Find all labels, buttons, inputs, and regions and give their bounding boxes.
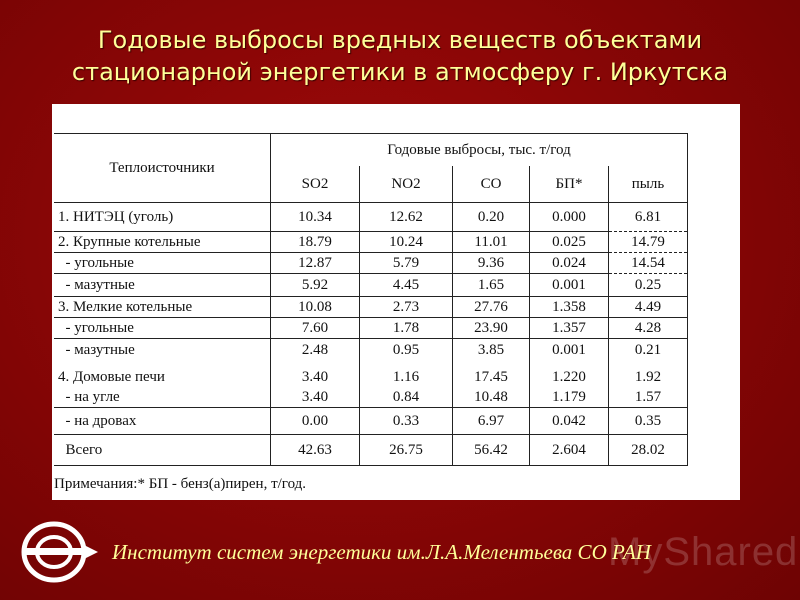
table-row — [54, 253, 688, 274]
cell-dust: 1.92 — [609, 361, 688, 387]
cell-no2: 1.16 — [360, 361, 453, 387]
table-row — [54, 339, 688, 362]
cell-co: 23.90 — [453, 318, 530, 339]
table-row — [54, 274, 688, 297]
cell-so2: 7.60 — [271, 318, 360, 339]
row-label: - угольные — [54, 318, 271, 339]
title-line-1: Годовые выбросы вредных веществ объектами — [97, 26, 703, 54]
cell-bp: 0.024 — [530, 253, 609, 274]
cell-so2: 18.79 — [271, 232, 360, 253]
cell-bp: 1.220 — [530, 361, 609, 387]
table-footnote: Примечания:* БП - бенз(а)пирен, т/год. — [54, 476, 307, 492]
cell-co: 9.36 — [453, 253, 530, 274]
row-label: - мазутные — [54, 339, 271, 362]
row-label: - на дровах — [54, 408, 271, 435]
row-label: - на угле — [54, 387, 271, 408]
watermark: MyShared — [608, 530, 799, 574]
header-bp: БП* — [530, 166, 609, 203]
cell-dust: 0.21 — [609, 339, 688, 362]
slide-title — [0, 24, 800, 88]
cell-so2: 2.48 — [271, 339, 360, 362]
cell-bp: 0.042 — [530, 408, 609, 435]
cell-bp: 2.604 — [530, 435, 609, 466]
table-row — [54, 318, 688, 339]
cell-co: 3.85 — [453, 339, 530, 362]
cell-so2: 5.92 — [271, 274, 360, 297]
row-label: 1. НИТЭЦ (уголь) — [54, 203, 271, 232]
cell-co: 17.45 — [453, 361, 530, 387]
cell-bp: 0.025 — [530, 232, 609, 253]
cell-no2: 0.95 — [360, 339, 453, 362]
header-dust: пыль — [609, 166, 688, 203]
header-no2: NO2 — [360, 166, 453, 203]
table-row — [54, 361, 688, 387]
cell-dust: 6.81 — [609, 203, 688, 232]
cell-dust: 0.35 — [609, 408, 688, 435]
cell-so2: 10.34 — [271, 203, 360, 232]
cell-dust: 1.57 — [609, 387, 688, 408]
cell-so2: 0.00 — [271, 408, 360, 435]
cell-so2: 3.40 — [271, 387, 360, 408]
cell-co: 11.01 — [453, 232, 530, 253]
table-row — [54, 203, 688, 232]
cell-co: 10.48 — [453, 387, 530, 408]
cell-bp: 0.000 — [530, 203, 609, 232]
cell-no2: 0.33 — [360, 408, 453, 435]
cell-bp: 1.357 — [530, 318, 609, 339]
cell-bp: 0.001 — [530, 274, 609, 297]
table-row — [54, 408, 688, 435]
table-row — [54, 297, 688, 318]
row-label: Всего — [54, 435, 271, 466]
cell-dust: 28.02 — [609, 435, 688, 466]
cell-co: 27.76 — [453, 297, 530, 318]
cell-no2: 10.24 — [360, 232, 453, 253]
table-row-total — [54, 435, 688, 466]
cell-dust: 0.25 — [609, 274, 688, 297]
cell-so2: 42.63 — [271, 435, 360, 466]
cell-no2: 5.79 — [360, 253, 453, 274]
header-so2: SO2 — [271, 166, 360, 203]
title-line-2: стационарной энергетики в атмосферу г. Иркутска — [71, 58, 729, 86]
cell-bp: 1.358 — [530, 297, 609, 318]
header-emissions-group: Годовые выбросы, тыс. т/год — [271, 134, 688, 167]
emissions-table — [54, 133, 688, 466]
header-sources: Теплоисточники — [54, 134, 271, 203]
cell-dust: 14.54 — [609, 253, 688, 274]
cell-no2: 26.75 — [360, 435, 453, 466]
cell-no2: 1.78 — [360, 318, 453, 339]
institute-logo-icon — [20, 520, 104, 584]
cell-bp: 0.001 — [530, 339, 609, 362]
cell-so2: 3.40 — [271, 361, 360, 387]
cell-no2: 2.73 — [360, 297, 453, 318]
row-label: - угольные — [54, 253, 271, 274]
cell-so2: 10.08 — [271, 297, 360, 318]
cell-co: 56.42 — [453, 435, 530, 466]
cell-dust: 14.79 — [609, 232, 688, 253]
cell-co: 1.65 — [453, 274, 530, 297]
emissions-table-panel — [52, 104, 740, 500]
cell-bp: 1.179 — [530, 387, 609, 408]
row-label: - мазутные — [54, 274, 271, 297]
table-row — [54, 232, 688, 253]
table-row — [54, 387, 688, 408]
cell-dust: 4.28 — [609, 318, 688, 339]
row-label: 3. Мелкие котельные — [54, 297, 271, 318]
cell-co: 6.97 — [453, 408, 530, 435]
cell-no2: 4.45 — [360, 274, 453, 297]
cell-so2: 12.87 — [271, 253, 360, 274]
cell-co: 0.20 — [453, 203, 530, 232]
cell-no2: 12.62 — [360, 203, 453, 232]
row-label: 4. Домовые печи — [54, 361, 271, 387]
header-co: CO — [453, 166, 530, 203]
footer-institute-name: Институт систем энергетики им.Л.А.Мелентьева СО РАН — [112, 540, 651, 564]
cell-no2: 0.84 — [360, 387, 453, 408]
row-label: 2. Крупные котельные — [54, 232, 271, 253]
cell-dust: 4.49 — [609, 297, 688, 318]
